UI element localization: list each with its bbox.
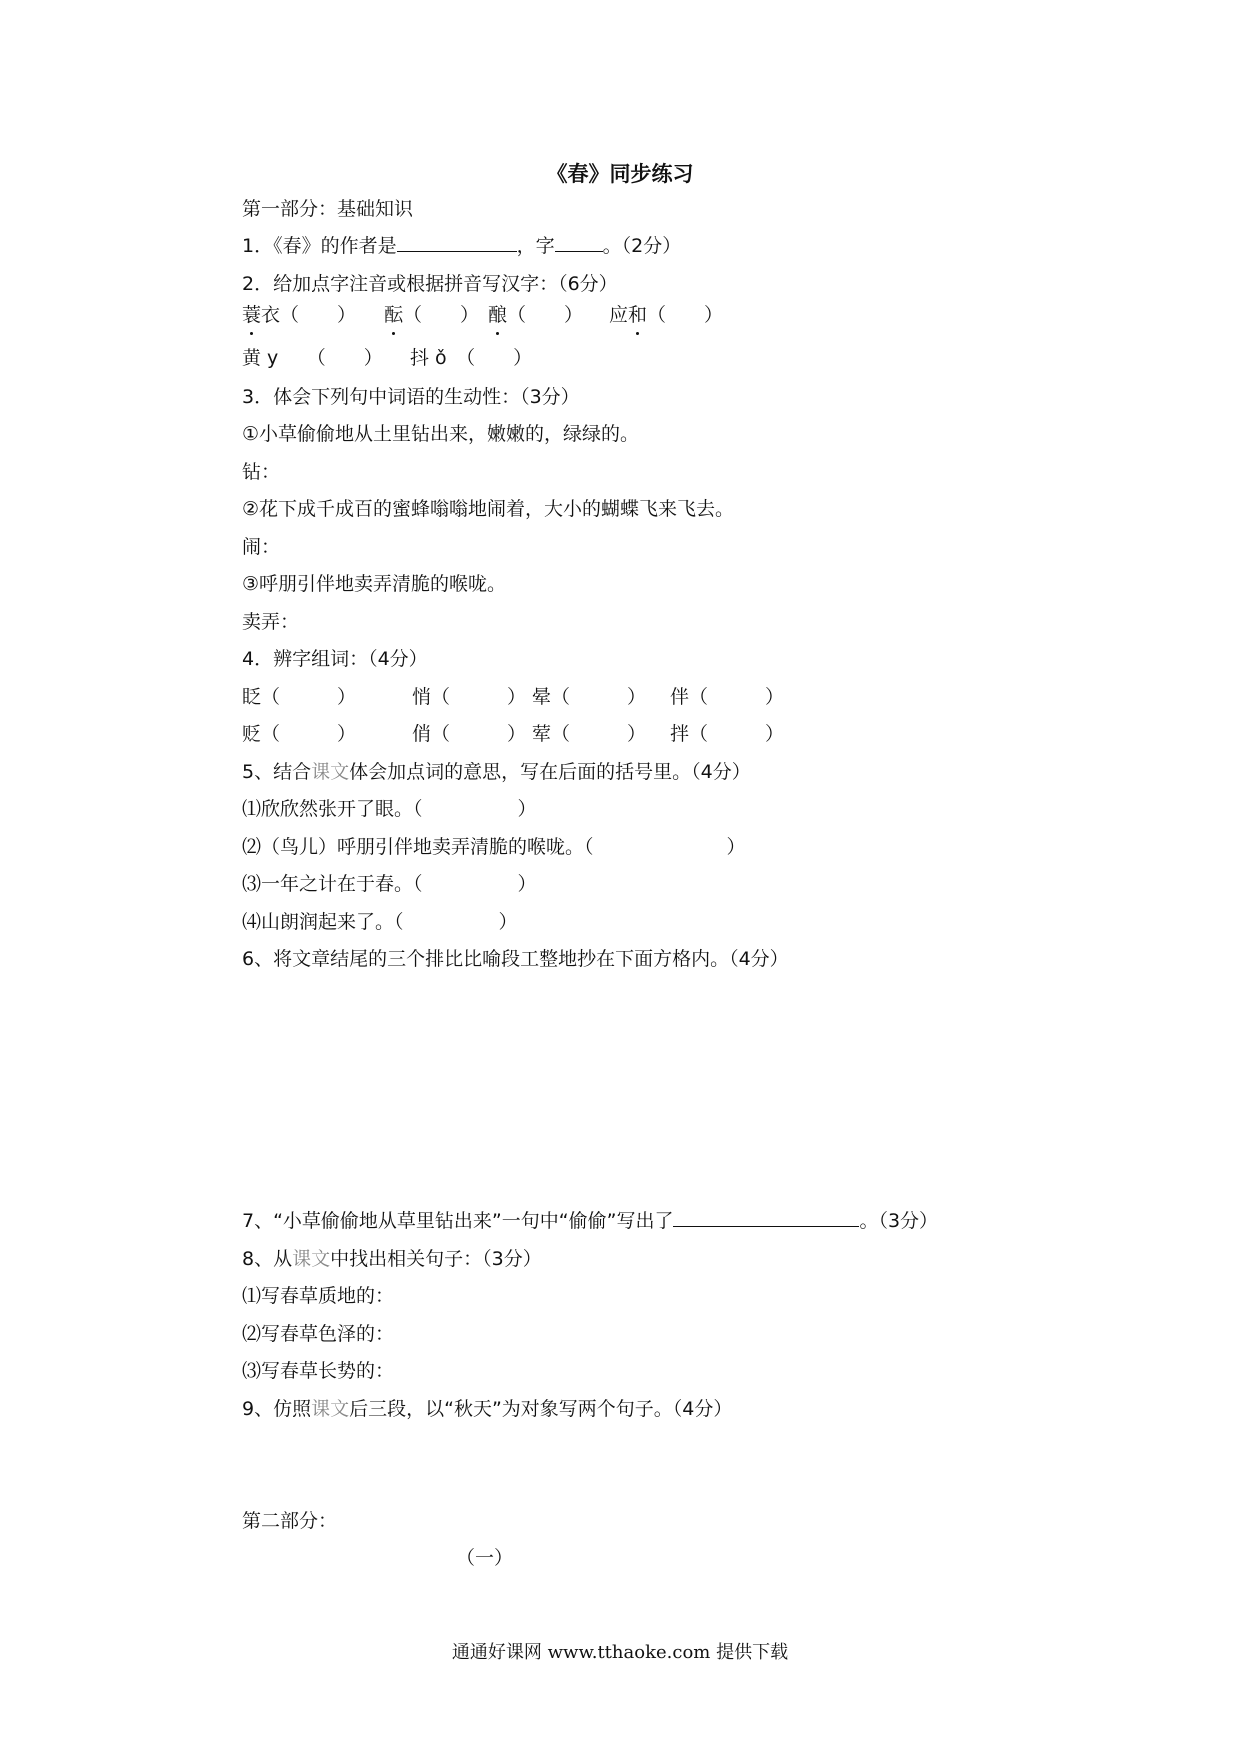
q2-item-3: 酿（ ） <box>488 304 584 326</box>
q4-row-1 <box>242 684 1022 714</box>
q1-text: 1．《春》的作者是 <box>242 235 397 257</box>
textbook-link: 课文 <box>311 1398 350 1420</box>
part2-heading: 第二部分： <box>242 1510 338 1532</box>
q3-word-1: 钻： <box>242 461 281 483</box>
q2-row-2 <box>242 345 1002 375</box>
q4-item: 伴（ ） <box>670 686 785 708</box>
question-4: 4．辨字组词：（4分） <box>242 648 428 670</box>
textbook-link: 课文 <box>311 761 350 783</box>
q1-score: 。（2分） <box>602 235 682 257</box>
section-1-heading: （一） <box>456 1547 514 1569</box>
dotted-char: 酝 <box>384 304 404 326</box>
q8-item-1: ⑴写春草质地的： <box>242 1285 395 1307</box>
page-title: 《春》同步练习 <box>546 161 694 186</box>
q3-word-3: 卖弄： <box>242 611 300 633</box>
q5-item-1: ⑴欣欣然张开了眼。（ ） <box>242 798 537 820</box>
q2-row-1 <box>242 302 1002 332</box>
q4-row-2 <box>242 721 1022 751</box>
q4-item: 荤（ ） <box>532 723 647 745</box>
q4-item: 晕（ ） <box>532 686 647 708</box>
textbook-link: 课文 <box>292 1248 331 1270</box>
footer-source: 通通好课网 www.tthaoke.com 提供下载 <box>451 1642 789 1663</box>
q3-sentence-2: ②花下成千成百的蜜蜂嗡嗡地闹着，大小的蝴蝶飞来飞去。 <box>242 498 735 520</box>
question-3: 3．体会下列句中词语的生动性：（3分） <box>242 386 580 408</box>
question-5: 5、结合课文体会加点词的意思，写在后面的括号里。（4分） <box>242 761 751 783</box>
q1-courtesy-name-blank[interactable] <box>555 233 603 252</box>
question-7: 7、“小草偷偷地从草里钻出来”一句中“偷偷”写出了 。（3分） <box>242 1210 939 1232</box>
q3-sentence-3: ③呼朋引伴地卖弄清脆的喉咙。 <box>242 573 507 595</box>
q4-item: 悄（ ） <box>412 686 527 708</box>
q7-answer-blank[interactable] <box>673 1208 859 1227</box>
question-2: 2．给加点字注音或根据拼音写汉字：（6分） <box>242 273 618 295</box>
part1-heading: 第一部分：基础知识 <box>242 198 414 220</box>
question-6: 6、将文章结尾的三个排比比喻段工整地抄在下面方格内。（4分） <box>242 948 789 970</box>
q1-author-blank[interactable] <box>397 233 517 252</box>
question-1 <box>242 233 681 259</box>
dotted-char: 蓑 <box>242 304 262 326</box>
q5-item-3: ⑶一年之计在于春。（ ） <box>242 873 537 895</box>
q2-item-1: 蓑衣（ ） <box>242 304 357 326</box>
q3-sentence-1: ①小草偷偷地从土里钻出来，嫩嫩的，绿绿的。 <box>242 423 640 445</box>
dotted-char: 酿 <box>488 304 508 326</box>
q5-item-4: ⑷山朗润起来了。（ ） <box>242 911 518 933</box>
q3-word-2: 闹： <box>242 536 281 558</box>
q4-item: 贬（ ） <box>242 723 357 745</box>
q5-item-2: ⑵（鸟儿）呼朋引伴地卖弄清脆的喉咙。（ ） <box>242 836 746 858</box>
q2-item-4: 应和（ ） <box>609 304 724 326</box>
dotted-char: 和 <box>628 304 648 326</box>
q2-item-2: 酝（ ） <box>384 304 480 326</box>
q4-item: 拌（ ） <box>670 723 785 745</box>
question-9: 9、仿照课文后三段，以“秋天”为对象写两个句子。（4分） <box>242 1398 733 1420</box>
question-8: 8、从课文中找出相关句子：（3分） <box>242 1248 542 1270</box>
q1-text-2: ，字 <box>516 235 555 257</box>
q2-pinyin-2: 抖 ǒ （ ） <box>410 347 533 369</box>
q4-item: 俏（ ） <box>412 723 527 745</box>
q8-item-2: ⑵写春草色泽的： <box>242 1323 395 1345</box>
q8-item-3: ⑶写春草长势的： <box>242 1360 395 1382</box>
q4-item: 眨（ ） <box>242 686 357 708</box>
q2-pinyin-1: 黄 y （ ） <box>242 347 383 369</box>
